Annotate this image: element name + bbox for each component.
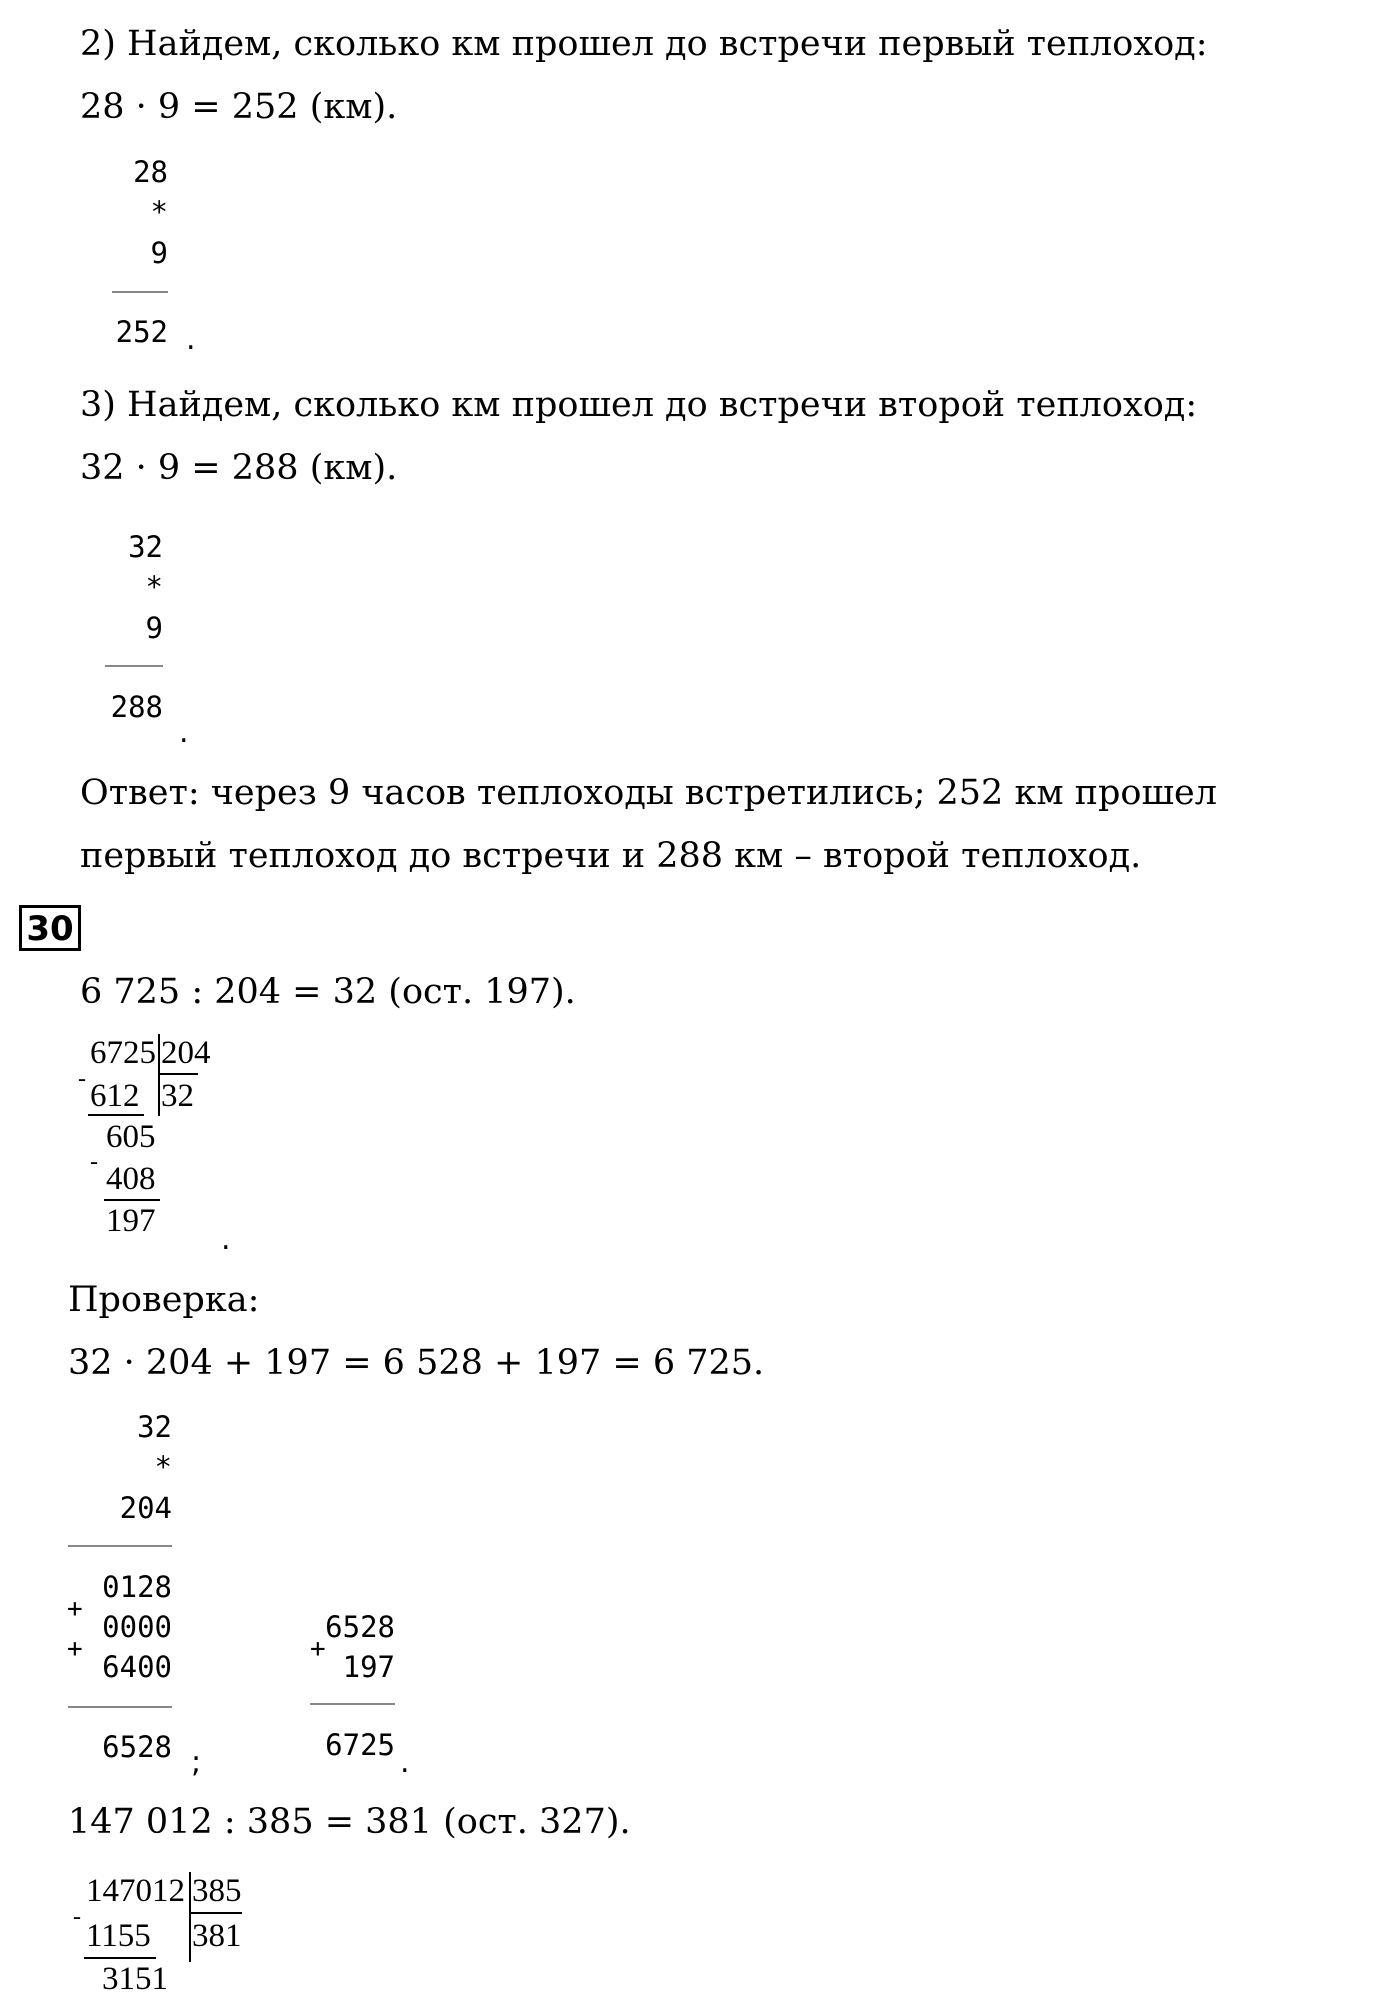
mult-bottom: 204	[119, 1491, 172, 1525]
division2-divisor-rule	[190, 1912, 242, 1914]
add-result: 6725	[325, 1728, 395, 1762]
mult-partial-2: 0000	[102, 1610, 172, 1644]
step2-col-result: 252	[115, 315, 168, 349]
step3-equation: 32 · 9 = 288 (км).	[80, 448, 398, 488]
step2-col-rule	[112, 291, 168, 293]
mult-plus-1: +	[67, 1594, 83, 1624]
step3-col-rule	[105, 665, 163, 667]
add-top: 6528	[325, 1610, 395, 1644]
division1-vertical-bar	[158, 1034, 160, 1116]
step3-text: 3) Найдем, сколько км прошел до встречи второй теплоход:	[80, 385, 1198, 425]
division1-rule-1	[88, 1114, 144, 1116]
mult-top: 32	[137, 1410, 172, 1444]
step2-col-bottom: 9	[150, 236, 168, 270]
mult-rule-2	[68, 1706, 172, 1708]
step3-col-end: .	[179, 715, 189, 750]
check-equation: 32 · 204 + 197 = 6 528 + 197 = 6 725.	[68, 1343, 765, 1383]
add-plus: +	[310, 1634, 326, 1664]
division2-quotient: 381	[192, 1918, 242, 1954]
division1-remainder: 197	[106, 1203, 156, 1239]
mult-plus-2: +	[67, 1634, 83, 1664]
division1-equation: 6 725 : 204 = 32 (ост. 197).	[80, 972, 576, 1012]
division1-end: .	[221, 1222, 231, 1257]
division2-dividend: 147012	[86, 1873, 185, 1909]
mult-result: 6528	[102, 1730, 172, 1764]
division1-minus-1: -	[78, 1066, 86, 1092]
division1-sub-2: 408	[106, 1161, 156, 1197]
division1-sub-1: 612	[90, 1078, 140, 1114]
division1-rule-2	[104, 1199, 160, 1201]
check-label: Проверка:	[68, 1280, 260, 1320]
step3-col-result: 288	[110, 690, 163, 724]
division2-divisor: 385	[192, 1873, 242, 1909]
mult-op: *	[154, 1450, 172, 1484]
add-bottom: 197	[342, 1650, 395, 1684]
task-number-box: 30	[19, 905, 81, 951]
add-end: .	[400, 1745, 410, 1780]
mult-partial-3: 6400	[102, 1650, 172, 1684]
step3-col-op: *	[145, 570, 163, 604]
division1-minus-2: -	[90, 1149, 98, 1175]
step2-col-end: .	[186, 322, 196, 357]
division1-divisor: 204	[161, 1035, 211, 1071]
step2-text: 2) Найдем, сколько км прошел до встречи первый теплоход:	[80, 24, 1208, 64]
step2-equation: 28 · 9 = 252 (км).	[80, 87, 398, 127]
division1-dividend: 6725	[90, 1035, 156, 1071]
division2-rem-1: 3151	[102, 1961, 168, 1997]
step2-col-top: 28	[133, 155, 168, 189]
division1-divisor-rule	[159, 1073, 198, 1075]
division2-vertical-bar	[189, 1872, 191, 1962]
mult-end: ;	[191, 1745, 202, 1780]
answer-line-1: Ответ: через 9 часов теплоходы встретились; 252 км прошел	[80, 773, 1217, 813]
add-rule	[310, 1703, 395, 1705]
division1-rem-1: 605	[106, 1119, 156, 1155]
answer-line-2: первый теплоход до встречи и 288 км – второй теплоход.	[80, 836, 1142, 876]
mult-partial-1: 0128	[102, 1570, 172, 1604]
mult-rule-1	[68, 1545, 172, 1547]
division2-minus-1: -	[73, 1904, 81, 1930]
division2-equation: 147 012 : 385 = 381 (ост. 327).	[68, 1802, 631, 1842]
step2-col-op: *	[150, 195, 168, 229]
step3-col-bottom: 9	[145, 611, 163, 645]
step3-col-top: 32	[128, 530, 163, 564]
division2-sub-1: 1155	[86, 1918, 151, 1954]
division2-rule-1	[84, 1957, 156, 1959]
division1-quotient: 32	[161, 1078, 194, 1114]
